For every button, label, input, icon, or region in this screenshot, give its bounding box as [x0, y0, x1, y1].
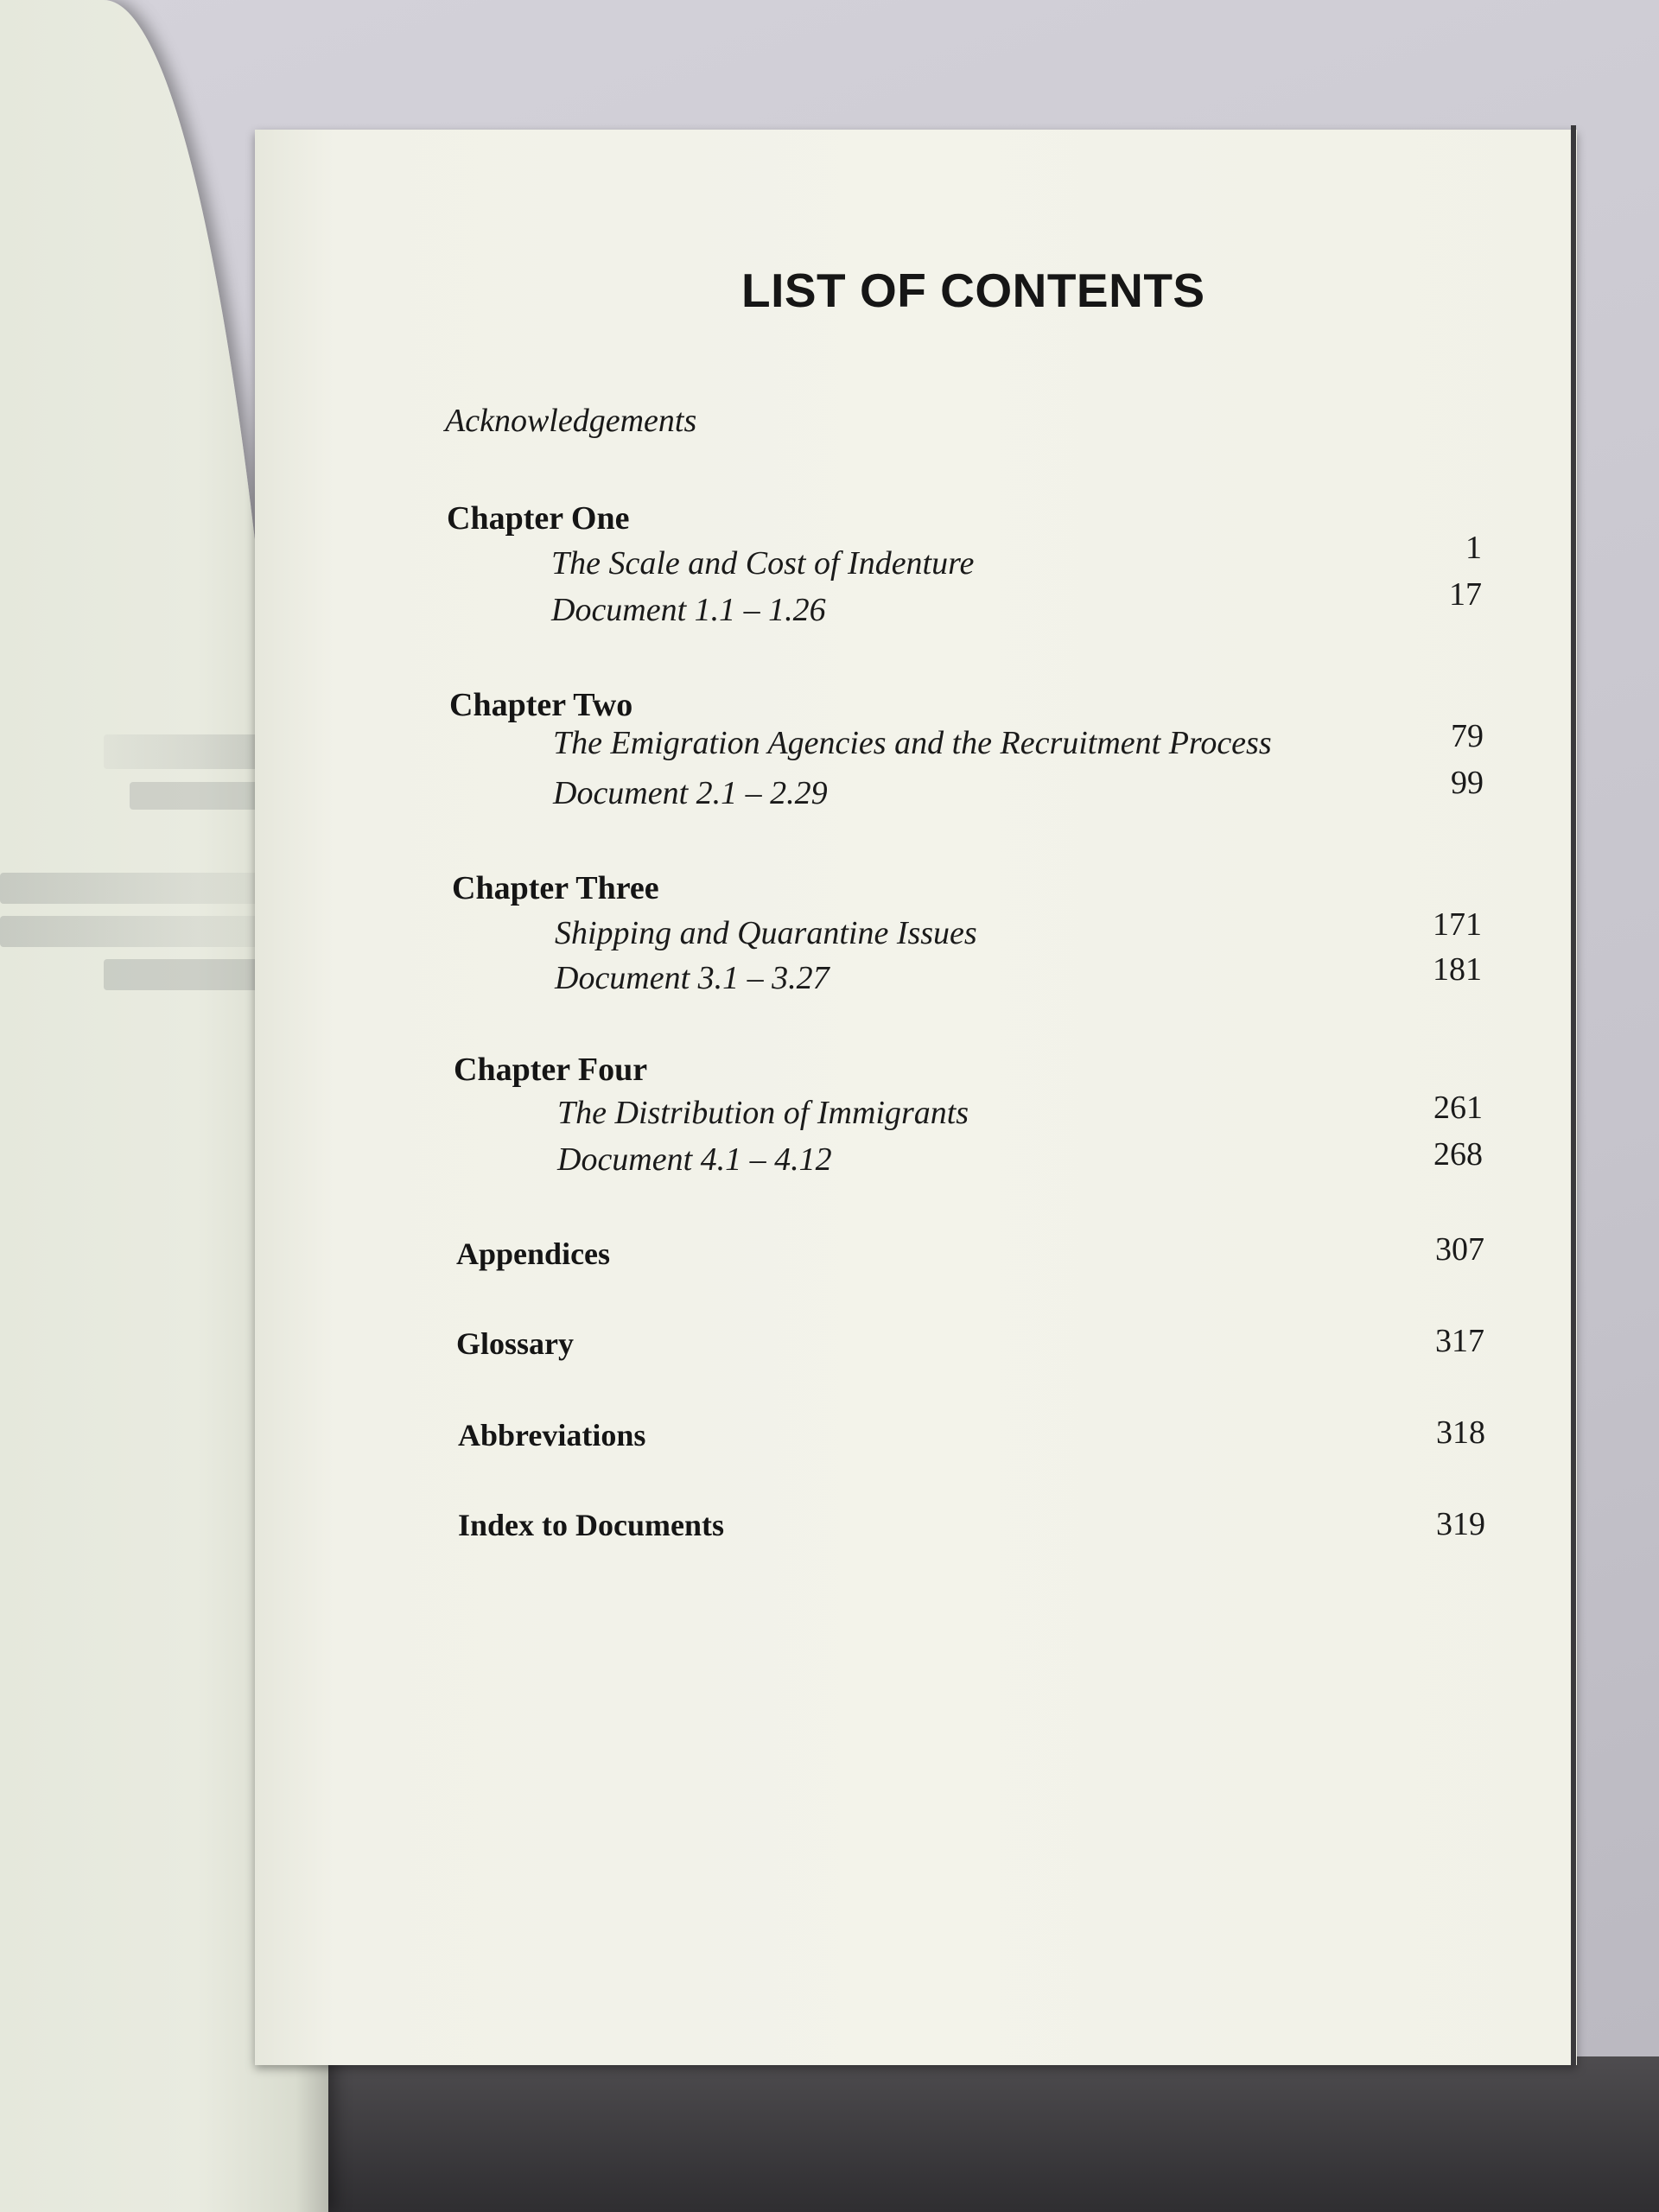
chapter-three-entry-title: Shipping and Quarantine Issues — [555, 915, 977, 951]
appendices-page: 307 — [1435, 1231, 1484, 1268]
chapter-one-documents: Document 1.1 – 1.26 — [551, 592, 826, 628]
left-page-show-through — [0, 873, 259, 904]
abbreviations-entry: Abbreviations — [458, 1418, 646, 1452]
glossary-page: 317 — [1435, 1323, 1484, 1359]
glossary-entry: Glossary — [456, 1326, 575, 1361]
chapter-three-documents-page: 181 — [1433, 951, 1482, 988]
chapter-one-heading: Chapter One — [447, 500, 630, 537]
toc-acknowledgements: Acknowledgements — [445, 403, 697, 439]
chapter-two-entry-title-page: 79 — [1451, 718, 1484, 754]
page-title: LIST OF CONTENTS — [741, 264, 1205, 317]
chapter-four-documents-page: 268 — [1433, 1136, 1483, 1173]
appendices-entry: Appendices — [456, 1236, 611, 1271]
left-page-show-through — [104, 959, 259, 990]
chapter-three-heading: Chapter Three — [452, 870, 659, 906]
chapter-four-entry-title: The Distribution of Immigrants — [557, 1095, 969, 1131]
chapter-four-entry-title-page: 261 — [1433, 1090, 1483, 1126]
chapter-four-heading: Chapter Four — [454, 1052, 648, 1088]
left-page-show-through — [0, 916, 259, 947]
chapter-two-heading: Chapter Two — [449, 687, 633, 723]
book-shadow — [259, 2056, 1659, 2212]
chapter-one-documents-page: 17 — [1449, 576, 1482, 613]
chapter-two-entry-title: The Emigration Agencies and the Recruitment Process — [553, 725, 1272, 761]
page-edge — [1571, 125, 1576, 2065]
abbreviations-page: 318 — [1436, 1414, 1485, 1451]
chapter-three-entry-title-page: 171 — [1433, 906, 1482, 943]
chapter-one-entry-title: The Scale and Cost of Indenture — [551, 545, 975, 582]
chapter-four-documents: Document 4.1 – 4.12 — [557, 1141, 832, 1178]
chapter-two-documents-page: 99 — [1451, 765, 1484, 801]
index-to-documents-entry: Index to Documents — [458, 1508, 725, 1542]
chapter-two-documents: Document 2.1 – 2.29 — [553, 775, 828, 811]
chapter-one-entry-title-page: 1 — [1465, 530, 1482, 566]
index-to-documents-page: 319 — [1436, 1506, 1485, 1542]
chapter-three-documents: Document 3.1 – 3.27 — [555, 960, 830, 996]
left-page-show-through — [130, 782, 259, 810]
